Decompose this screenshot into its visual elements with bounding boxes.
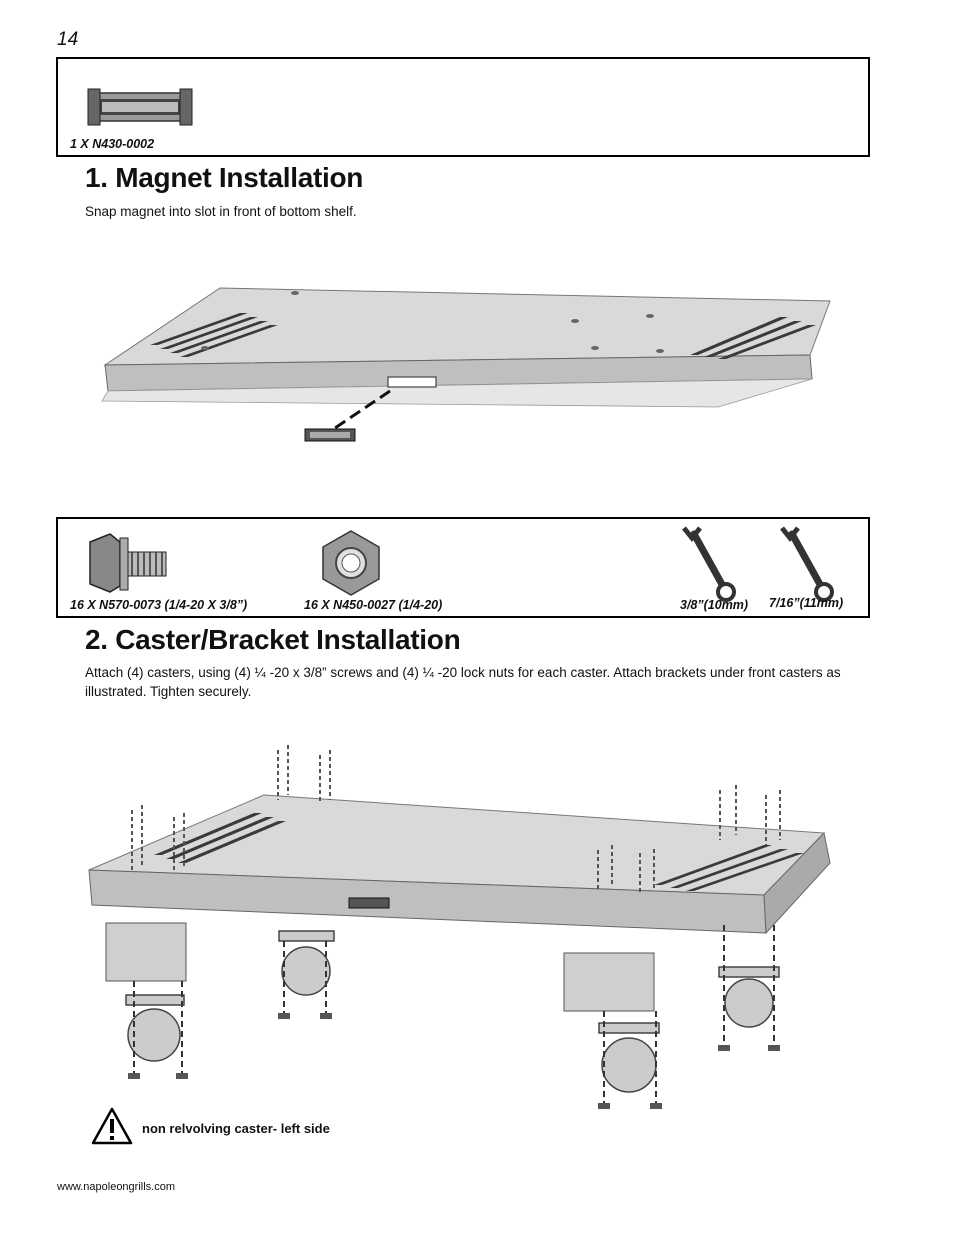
part-label-lock-nut: 16 X N450-0027 (1/4-20) [304, 598, 443, 612]
parts-box-magnet [56, 57, 870, 157]
footer-website[interactable]: www.napoleongrills.com [57, 1181, 175, 1193]
shelf-magnet-illustration [90, 283, 850, 483]
wrench-icon [778, 524, 838, 604]
tool-label-7-16: 7/16”(11mm) [769, 596, 844, 610]
caster-bracket-illustration [84, 745, 844, 1115]
lock-nut-icon [316, 529, 386, 599]
warning-triangle-icon [91, 1107, 133, 1145]
instruction-caster: Attach (4) casters, using (4) ¼ -20 x 3/8” screws and (4) ¼ -20 lock nuts for each caster. Attach brackets under front casters as illustrated. Tighten securely. [85, 665, 841, 699]
part-label-magnet: 1 X N430-0002 [70, 137, 155, 151]
instruction-magnet: Snap magnet into slot in front of bottom shelf. [85, 204, 357, 219]
tool-label-3-8: 3/8”(10mm) [680, 598, 749, 612]
warning-text: non relvolving caster- left side [142, 1121, 330, 1136]
parts-box-caster [56, 517, 870, 618]
section-heading-caster: 2. Caster/Bracket Installation [85, 624, 461, 655]
magnet-icon [88, 87, 198, 127]
bolt-icon [88, 534, 178, 594]
wrench-icon [680, 524, 740, 604]
section-heading-magnet: 1. Magnet Installation [85, 162, 364, 193]
part-label-bolt: 16 X N570-0073 (1/4-20 X 3/8”) [70, 598, 248, 612]
page-number: 14 [57, 29, 79, 50]
